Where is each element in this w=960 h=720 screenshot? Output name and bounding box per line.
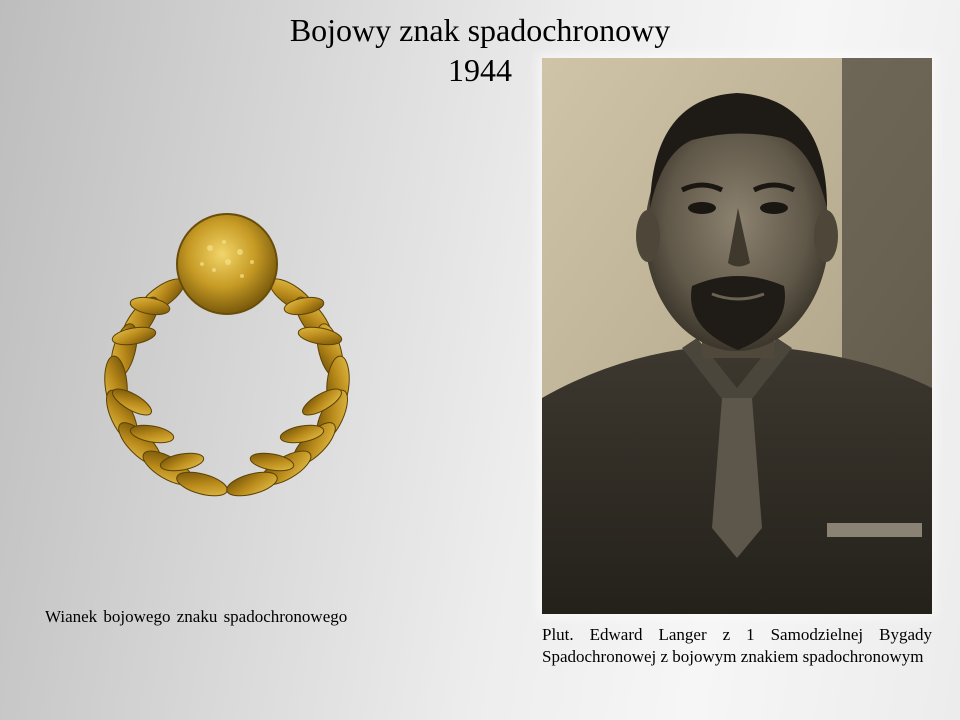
title-year: 1944	[448, 52, 512, 88]
portrait-caption: Plut. Edward Langer z 1 Samodzielnej Bygady Spadochronowej z bojowym znakiem spadochronowym	[542, 625, 932, 666]
title-line-1: Bojowy znak spadochronowy	[289, 12, 671, 48]
laurel-wreath-icon	[92, 206, 362, 506]
wreath-caption: Wianek bojowego znaku spadochronowego	[45, 607, 348, 626]
soldier-portrait-icon	[542, 58, 932, 614]
